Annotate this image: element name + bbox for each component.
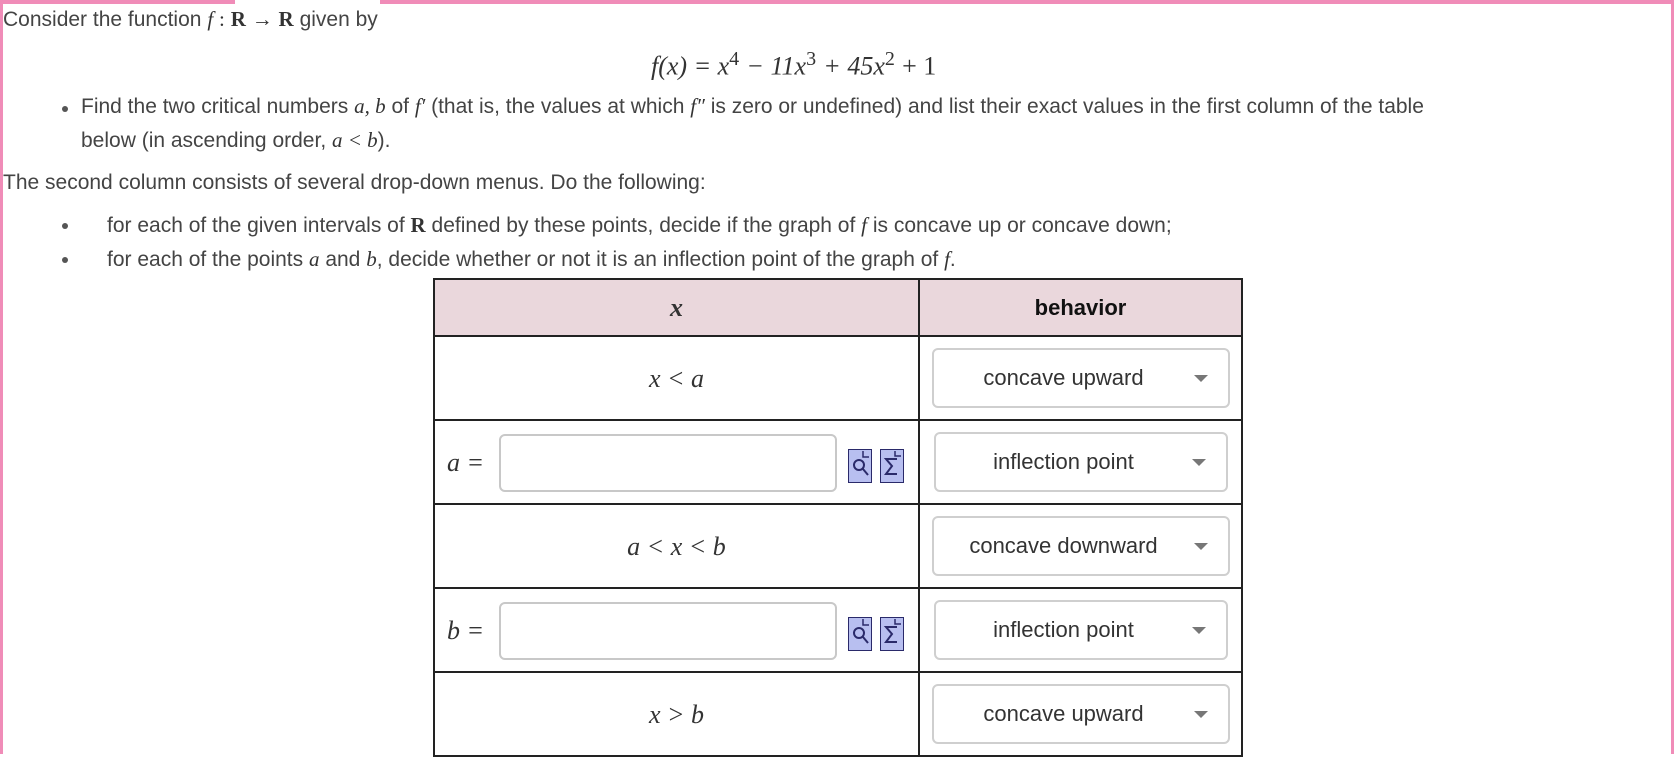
chevron-down-icon	[1192, 459, 1206, 466]
table-row	[434, 504, 1242, 588]
interval-label: a < x < b	[434, 504, 919, 588]
frame-top-left	[0, 0, 235, 4]
bullet-critical-numbers: Find the two critical numbers a, b of f′ (that is, the values at which f″ is zero or undefined) and list their exact values in the first column of the table	[81, 94, 1424, 118]
behavior-dropdown[interactable]: concave upward	[932, 348, 1230, 408]
equation-editor-icon[interactable]	[880, 617, 904, 651]
table-header-row	[434, 279, 1242, 336]
interval-label: x < a	[434, 336, 919, 420]
bullet-critical-numbers-line2: below (in ascending order, a < b).	[81, 128, 391, 152]
table-row	[434, 336, 1242, 420]
table-row	[434, 420, 1242, 504]
frame-top-right	[380, 0, 1674, 4]
behavior-dropdown[interactable]: concave upward	[932, 684, 1230, 744]
bullet-concavity: for each of the given intervals of R defined by these points, decide if the graph of f is concave up or concave down;	[107, 213, 1172, 237]
behavior-dropdown[interactable]: inflection point	[934, 600, 1228, 660]
preview-icon[interactable]	[848, 617, 872, 651]
intro-line: Consider the function f : R → R given by	[3, 7, 378, 31]
bullet-dot	[62, 223, 68, 229]
chevron-down-icon	[1194, 375, 1208, 382]
answer-table	[433, 278, 1243, 757]
behavior-dropdown[interactable]: inflection point	[934, 432, 1228, 492]
function-formula: $f(x) = x^4 - 11x^3 + 45x^2 + 1$	[651, 48, 937, 81]
point-a-input[interactable]	[499, 434, 837, 492]
point-b-input[interactable]	[499, 602, 837, 660]
bullet-dot	[62, 106, 68, 112]
bullet-dot	[62, 257, 68, 263]
header-x: x	[434, 279, 919, 336]
table-row	[434, 588, 1242, 672]
point-b-label: b =	[447, 616, 485, 645]
header-behavior: behavior	[919, 279, 1242, 336]
table-row	[434, 672, 1242, 756]
chevron-down-icon	[1192, 627, 1206, 634]
bullet-inflection: for each of the points a and b, decide whether or not it is an inflection point of the graph of f.	[107, 247, 956, 271]
second-column-instructions: The second column consists of several drop-down menus. Do the following:	[3, 171, 706, 194]
interval-label: x > b	[434, 672, 919, 756]
behavior-dropdown[interactable]: concave downward	[932, 516, 1230, 576]
chevron-down-icon	[1194, 711, 1208, 718]
equation-editor-icon[interactable]	[880, 449, 904, 483]
preview-icon[interactable]	[848, 449, 872, 483]
point-a-label: a =	[447, 448, 485, 477]
chevron-down-icon	[1194, 543, 1208, 550]
